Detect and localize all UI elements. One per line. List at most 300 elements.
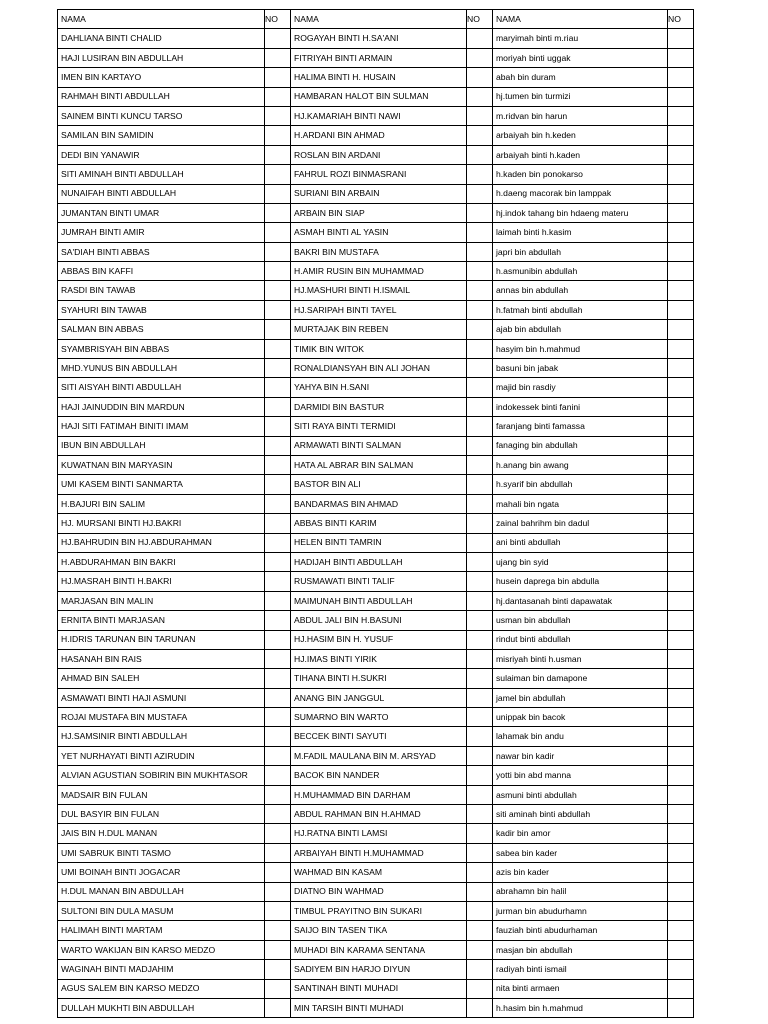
name-cell-col-3: h.hasim bin h.mahmud xyxy=(493,998,668,1017)
name-cell-col-1: KUWATNAN BIN MARYASIN xyxy=(58,455,265,474)
name-cell-col-2: ANANG BIN JANGGUL xyxy=(291,688,467,707)
name-cell-col-2: ARBAIN BIN SIAP xyxy=(291,203,467,222)
name-cell-col-2: FITRIYAH BINTI ARMAIN xyxy=(291,48,467,67)
name-cell-col-1: ALVIAN AGUSTIAN SOBIRIN BIN MUKHTASOR xyxy=(58,766,265,785)
number-cell-col-1 xyxy=(265,630,291,649)
name-cell-col-1: DUL BASYIR BIN FULAN xyxy=(58,805,265,824)
name-list-body xyxy=(58,10,694,1018)
name-cell-col-2: SURIANI BIN ARBAIN xyxy=(291,184,467,203)
table-row xyxy=(58,262,694,281)
number-cell-col-1 xyxy=(265,242,291,261)
name-cell-col-3: h.daeng macorak bin lamppak xyxy=(493,184,668,203)
number-cell-col-2 xyxy=(467,436,493,455)
name-cell-col-2: HELEN BINTI TAMRIN xyxy=(291,533,467,552)
name-cell-col-2: ROGAYAH BINTI H.SA'ANI xyxy=(291,29,467,48)
number-cell-col-2 xyxy=(467,475,493,494)
number-cell-col-2 xyxy=(467,882,493,901)
table-row xyxy=(58,475,694,494)
name-cell-col-2: ROSLAN BIN ARDANI xyxy=(291,145,467,164)
number-cell-col-2 xyxy=(467,242,493,261)
number-cell-col-1 xyxy=(265,281,291,300)
table-row xyxy=(58,223,694,242)
table-row xyxy=(58,998,694,1017)
number-cell-col-3 xyxy=(668,824,694,843)
name-cell-col-3: nawar bin kadir xyxy=(493,746,668,765)
table-row xyxy=(58,572,694,591)
table-row xyxy=(58,203,694,222)
number-cell-col-2 xyxy=(467,960,493,979)
number-cell-col-3 xyxy=(668,669,694,688)
table-row xyxy=(58,48,694,67)
name-cell-col-2: HADIJAH BINTI ABDULLAH xyxy=(291,552,467,571)
number-cell-col-1 xyxy=(265,494,291,513)
name-cell-col-1: UMI BOINAH BINTI JOGACAR xyxy=(58,863,265,882)
name-cell-col-1: SITI AISYAH BINTI ABDULLAH xyxy=(58,378,265,397)
name-cell-col-3: asmuni binti abdullah xyxy=(493,785,668,804)
number-cell-col-1 xyxy=(265,455,291,474)
table-row xyxy=(58,863,694,882)
name-cell-col-3: siti aminah binti abdullah xyxy=(493,805,668,824)
name-cell-col-2: ASMAH BINTI AL YASIN xyxy=(291,223,467,242)
name-cell-col-3: faranjang binti famassa xyxy=(493,417,668,436)
name-cell-col-1: HASANAH BIN RAIS xyxy=(58,649,265,668)
number-cell-col-1 xyxy=(265,843,291,862)
name-cell-col-3: arbaiyah bin h.keden xyxy=(493,126,668,145)
number-cell-col-3 xyxy=(668,630,694,649)
name-cell-col-3: ujang bin syid xyxy=(493,552,668,571)
name-cell-col-2: ABDUL JALI BIN H.BASUNI xyxy=(291,611,467,630)
number-cell-col-3 xyxy=(668,126,694,145)
number-cell-col-1 xyxy=(265,223,291,242)
name-cell-col-1: MHD.YUNUS BIN ABDULLAH xyxy=(58,359,265,378)
number-cell-col-3 xyxy=(668,901,694,920)
number-cell-col-2 xyxy=(467,805,493,824)
number-cell-col-3 xyxy=(668,242,694,261)
number-cell-col-3 xyxy=(668,688,694,707)
name-cell-col-2: BAKRI BIN MUSTAFA xyxy=(291,242,467,261)
number-cell-col-2 xyxy=(467,106,493,125)
table-row xyxy=(58,669,694,688)
number-cell-col-3 xyxy=(668,552,694,571)
name-cell-col-1: SULTONI BIN DULA MASUM xyxy=(58,901,265,920)
number-cell-col-1 xyxy=(265,863,291,882)
table-row xyxy=(58,805,694,824)
number-cell-col-1 xyxy=(265,29,291,48)
number-cell-col-3 xyxy=(668,979,694,998)
number-cell-col-2 xyxy=(467,746,493,765)
name-cell-col-1: SYAHURI BIN TAWAB xyxy=(58,300,265,319)
name-cell-col-3: masjan bin abdullah xyxy=(493,940,668,959)
name-cell-col-3: fauziah binti abudurhaman xyxy=(493,921,668,940)
name-cell-col-1: UMI SABRUK BINTI TASMO xyxy=(58,843,265,862)
table-row xyxy=(58,649,694,668)
number-cell-col-1 xyxy=(265,68,291,87)
name-cell-col-1: NUNAIFAH BINTI ABDULLAH xyxy=(58,184,265,203)
number-cell-col-2 xyxy=(467,165,493,184)
number-cell-col-3 xyxy=(668,417,694,436)
name-cell-col-3: m.ridvan bin harun xyxy=(493,106,668,125)
number-cell-col-3 xyxy=(668,29,694,48)
name-cell-col-2: HJ.KAMARIAH BINTI NAWI xyxy=(291,106,467,125)
number-cell-col-2 xyxy=(467,533,493,552)
name-cell-col-1: ROJAI MUSTAFA BIN MUSTAFA xyxy=(58,708,265,727)
number-cell-col-2 xyxy=(467,921,493,940)
number-cell-col-1 xyxy=(265,688,291,707)
number-cell-col-3 xyxy=(668,281,694,300)
name-list-table xyxy=(57,9,694,1018)
number-cell-col-3 xyxy=(668,998,694,1017)
table-row xyxy=(58,727,694,746)
number-cell-col-2 xyxy=(467,68,493,87)
number-cell-col-1 xyxy=(265,48,291,67)
name-cell-col-1: RASDI BIN TAWAB xyxy=(58,281,265,300)
name-cell-col-2: ABBAS BINTI KARIM xyxy=(291,514,467,533)
number-cell-col-1 xyxy=(265,727,291,746)
name-cell-col-3: azis bin kader xyxy=(493,863,668,882)
number-cell-col-2 xyxy=(467,572,493,591)
number-cell-col-2 xyxy=(467,29,493,48)
name-cell-col-1: H.IDRIS TARUNAN BIN TARUNAN xyxy=(58,630,265,649)
name-cell-col-1: H.DUL MANAN BIN ABDULLAH xyxy=(58,882,265,901)
number-cell-col-3 xyxy=(668,339,694,358)
table-row xyxy=(58,455,694,474)
number-cell-col-1 xyxy=(265,785,291,804)
number-cell-col-1 xyxy=(265,669,291,688)
number-cell-col-1 xyxy=(265,572,291,591)
table-row xyxy=(58,824,694,843)
number-cell-col-1 xyxy=(265,805,291,824)
name-cell-col-1: YET NURHAYATI BINTI AZIRUDIN xyxy=(58,746,265,765)
number-cell-col-2 xyxy=(467,339,493,358)
number-cell-col-3 xyxy=(668,455,694,474)
table-row xyxy=(58,960,694,979)
name-cell-col-3: rindut binti abdullah xyxy=(493,630,668,649)
number-cell-col-1 xyxy=(265,417,291,436)
name-cell-col-1: MADSAIR BIN FULAN xyxy=(58,785,265,804)
number-cell-col-1 xyxy=(265,824,291,843)
name-cell-col-1: HJ.BAHRUDIN BIN HJ.ABDURAHMAN xyxy=(58,533,265,552)
number-cell-col-2 xyxy=(467,262,493,281)
name-cell-col-3: zainal bahrihm bin dadul xyxy=(493,514,668,533)
number-cell-col-2 xyxy=(467,494,493,513)
table-row xyxy=(58,552,694,571)
name-cell-col-2: MIN TARSIH BINTI MUHADI xyxy=(291,998,467,1017)
number-cell-col-3 xyxy=(668,940,694,959)
number-cell-col-1 xyxy=(265,106,291,125)
name-cell-col-1: SAMILAN BIN SAMIDIN xyxy=(58,126,265,145)
name-cell-col-2: DARMIDI BIN BASTUR xyxy=(291,397,467,416)
table-row xyxy=(58,417,694,436)
table-row xyxy=(58,979,694,998)
number-cell-col-2 xyxy=(467,320,493,339)
table-row xyxy=(58,630,694,649)
name-cell-col-2: H.AMIR RUSIN BIN MUHAMMAD xyxy=(291,262,467,281)
name-cell-col-2: H.ARDANI BIN AHMAD xyxy=(291,126,467,145)
number-cell-col-1 xyxy=(265,126,291,145)
name-cell-col-3: misriyah binti h.usman xyxy=(493,649,668,668)
name-cell-col-1: WARTO WAKIJAN BIN KARSO MEDZO xyxy=(58,940,265,959)
number-cell-col-1 xyxy=(265,339,291,358)
number-cell-col-3 xyxy=(668,48,694,67)
number-cell-col-3 xyxy=(668,68,694,87)
number-cell-col-3 xyxy=(668,708,694,727)
table-row xyxy=(58,242,694,261)
name-cell-col-1: IMEN BIN KARTAYO xyxy=(58,68,265,87)
number-cell-col-3 xyxy=(668,533,694,552)
name-cell-col-2: HJ.SARIPAH BINTI TAYEL xyxy=(291,300,467,319)
number-cell-col-3 xyxy=(668,746,694,765)
header-row xyxy=(58,10,694,29)
number-cell-col-1 xyxy=(265,378,291,397)
number-cell-col-2 xyxy=(467,998,493,1017)
number-cell-col-2 xyxy=(467,397,493,416)
name-cell-col-1: SALMAN BIN ABBAS xyxy=(58,320,265,339)
header-cell-nama-1: NAMA xyxy=(58,10,265,29)
name-cell-col-2: HJ.HASIM BIN H. YUSUF xyxy=(291,630,467,649)
table-row xyxy=(58,494,694,513)
number-cell-col-3 xyxy=(668,320,694,339)
name-cell-col-3: majid bin rasdiy xyxy=(493,378,668,397)
header-cell-no-3: NO xyxy=(668,10,694,29)
number-cell-col-2 xyxy=(467,145,493,164)
table-row xyxy=(58,29,694,48)
number-cell-col-3 xyxy=(668,475,694,494)
number-cell-col-3 xyxy=(668,785,694,804)
number-cell-col-3 xyxy=(668,591,694,610)
number-cell-col-3 xyxy=(668,145,694,164)
number-cell-col-2 xyxy=(467,785,493,804)
name-cell-col-1: HJ.SAMSINIR BINTI ABDULLAH xyxy=(58,727,265,746)
number-cell-col-1 xyxy=(265,165,291,184)
table-row xyxy=(58,882,694,901)
name-cell-col-1: JUMANTAN BINTI UMAR xyxy=(58,203,265,222)
name-cell-col-2: HAMBARAN HALOT BIN SULMAN xyxy=(291,87,467,106)
name-cell-col-3: hj.tumen bin turmizi xyxy=(493,87,668,106)
name-cell-col-2: MURTAJAK BIN REBEN xyxy=(291,320,467,339)
number-cell-col-2 xyxy=(467,378,493,397)
name-cell-col-3: jamel bin abdullah xyxy=(493,688,668,707)
number-cell-col-1 xyxy=(265,203,291,222)
name-cell-col-2: ARBAIYAH BINTI H.MUHAMMAD xyxy=(291,843,467,862)
table-row xyxy=(58,281,694,300)
name-cell-col-2: SADIYEM BIN HARJO DIYUN xyxy=(291,960,467,979)
number-cell-col-2 xyxy=(467,863,493,882)
number-cell-col-3 xyxy=(668,960,694,979)
number-cell-col-2 xyxy=(467,184,493,203)
name-cell-col-3: h.kaden bin ponokarso xyxy=(493,165,668,184)
name-cell-col-2: BANDARMAS BIN AHMAD xyxy=(291,494,467,513)
name-cell-col-2: ABDUL RAHMAN BIN H.AHMAD xyxy=(291,805,467,824)
name-cell-col-2: ARMAWATI BINTI SALMAN xyxy=(291,436,467,455)
number-cell-col-2 xyxy=(467,126,493,145)
name-cell-col-3: h.syarif bin abdullah xyxy=(493,475,668,494)
name-cell-col-3: sulaiman bin damapone xyxy=(493,669,668,688)
number-cell-col-3 xyxy=(668,727,694,746)
number-cell-col-2 xyxy=(467,87,493,106)
table-row xyxy=(58,688,694,707)
number-cell-col-1 xyxy=(265,359,291,378)
name-cell-col-1: WAGINAH BINTI MADJAHIM xyxy=(58,960,265,979)
number-cell-col-3 xyxy=(668,378,694,397)
table-row xyxy=(58,591,694,610)
number-cell-col-1 xyxy=(265,882,291,901)
number-cell-col-1 xyxy=(265,87,291,106)
number-cell-col-1 xyxy=(265,262,291,281)
name-cell-col-3: ajab bin abdullah xyxy=(493,320,668,339)
number-cell-col-1 xyxy=(265,921,291,940)
name-cell-col-3: h.anang bin awang xyxy=(493,455,668,474)
number-cell-col-1 xyxy=(265,649,291,668)
name-cell-col-1: JAIS BIN H.DUL MANAN xyxy=(58,824,265,843)
name-cell-col-3: radiyah binti ismail xyxy=(493,960,668,979)
header-cell-no-1: NO xyxy=(265,10,291,29)
name-cell-col-3: unippak bin bacok xyxy=(493,708,668,727)
table-row xyxy=(58,533,694,552)
name-cell-col-2: SITI RAYA BINTI TERMIDI xyxy=(291,417,467,436)
table-row xyxy=(58,165,694,184)
number-cell-col-3 xyxy=(668,572,694,591)
name-cell-col-3: ani binti abdullah xyxy=(493,533,668,552)
name-cell-col-3: basuni bin jabak xyxy=(493,359,668,378)
table-row xyxy=(58,184,694,203)
name-cell-col-3: indokessek binti fanini xyxy=(493,397,668,416)
name-cell-col-2: H.MUHAMMAD BIN DARHAM xyxy=(291,785,467,804)
table-row xyxy=(58,320,694,339)
number-cell-col-1 xyxy=(265,998,291,1017)
name-cell-col-2: TIHANA BINTI H.SUKRI xyxy=(291,669,467,688)
number-cell-col-3 xyxy=(668,223,694,242)
number-cell-col-2 xyxy=(467,455,493,474)
number-cell-col-2 xyxy=(467,417,493,436)
number-cell-col-3 xyxy=(668,494,694,513)
number-cell-col-1 xyxy=(265,901,291,920)
name-cell-col-2: BASTOR BIN ALI xyxy=(291,475,467,494)
number-cell-col-3 xyxy=(668,203,694,222)
name-cell-col-2: BACOK BIN NANDER xyxy=(291,766,467,785)
name-cell-col-3: lahamak bin andu xyxy=(493,727,668,746)
name-cell-col-3: mahali bin ngata xyxy=(493,494,668,513)
name-cell-col-1: SITI AMINAH BINTI ABDULLAH xyxy=(58,165,265,184)
number-cell-col-1 xyxy=(265,591,291,610)
number-cell-col-2 xyxy=(467,766,493,785)
number-cell-col-2 xyxy=(467,203,493,222)
number-cell-col-1 xyxy=(265,397,291,416)
name-cell-col-1: ASMAWATI BINTI HAJI ASMUNI xyxy=(58,688,265,707)
table-row xyxy=(58,843,694,862)
number-cell-col-2 xyxy=(467,979,493,998)
table-row xyxy=(58,300,694,319)
header-cell-nama-3: NAMA xyxy=(493,10,668,29)
name-cell-col-1: HJ. MURSANI BINTI HJ.BAKRI xyxy=(58,514,265,533)
number-cell-col-2 xyxy=(467,611,493,630)
name-cell-col-2: HJ.MASHURI BINTI H.ISMAIL xyxy=(291,281,467,300)
number-cell-col-3 xyxy=(668,611,694,630)
name-cell-col-2: SUMARNO BIN WARTO xyxy=(291,708,467,727)
number-cell-col-3 xyxy=(668,649,694,668)
number-cell-col-1 xyxy=(265,514,291,533)
name-cell-col-1: H.BAJURI BIN SALIM xyxy=(58,494,265,513)
number-cell-col-3 xyxy=(668,863,694,882)
name-cell-col-1: ERNITA BINTI MARJASAN xyxy=(58,611,265,630)
name-cell-col-3: sabea bin kader xyxy=(493,843,668,862)
name-cell-col-1: JUMRAH BINTI AMIR xyxy=(58,223,265,242)
number-cell-col-3 xyxy=(668,262,694,281)
number-cell-col-2 xyxy=(467,359,493,378)
number-cell-col-1 xyxy=(265,708,291,727)
table-row xyxy=(58,397,694,416)
table-row xyxy=(58,708,694,727)
number-cell-col-2 xyxy=(467,630,493,649)
number-cell-col-1 xyxy=(265,475,291,494)
name-cell-col-1: SAINEM BINTI KUNCU TARSO xyxy=(58,106,265,125)
number-cell-col-1 xyxy=(265,300,291,319)
name-cell-col-3: hasyim bin h.mahmud xyxy=(493,339,668,358)
name-cell-col-2: SANTINAH BINTI MUHADI xyxy=(291,979,467,998)
table-row xyxy=(58,514,694,533)
name-cell-col-2: HJ.IMAS BINTI YIRIK xyxy=(291,649,467,668)
table-row xyxy=(58,378,694,397)
number-cell-col-2 xyxy=(467,669,493,688)
number-cell-col-1 xyxy=(265,533,291,552)
name-cell-col-2: HATA AL ABRAR BIN SALMAN xyxy=(291,455,467,474)
number-cell-col-3 xyxy=(668,882,694,901)
number-cell-col-2 xyxy=(467,223,493,242)
number-cell-col-3 xyxy=(668,106,694,125)
number-cell-col-1 xyxy=(265,960,291,979)
number-cell-col-3 xyxy=(668,359,694,378)
name-cell-col-3: laimah binti h.kasim xyxy=(493,223,668,242)
name-cell-col-1: SYAMBRISYAH BIN ABBAS xyxy=(58,339,265,358)
number-cell-col-2 xyxy=(467,514,493,533)
name-cell-col-1: DULLAH MUKHTI BIN ABDULLAH xyxy=(58,998,265,1017)
number-cell-col-2 xyxy=(467,824,493,843)
name-cell-col-3: abrahamn bin halil xyxy=(493,882,668,901)
table-row xyxy=(58,785,694,804)
name-cell-col-2: WAHMAD BIN KASAM xyxy=(291,863,467,882)
name-cell-col-3: kadir bin amor xyxy=(493,824,668,843)
table-row xyxy=(58,359,694,378)
header-cell-no-2: NO xyxy=(467,10,493,29)
number-cell-col-2 xyxy=(467,727,493,746)
name-cell-col-3: h.fatmah binti abdullah xyxy=(493,300,668,319)
number-cell-col-2 xyxy=(467,901,493,920)
table-row xyxy=(58,746,694,765)
name-cell-col-1: IBUN BIN ABDULLAH xyxy=(58,436,265,455)
number-cell-col-3 xyxy=(668,514,694,533)
table-row xyxy=(58,940,694,959)
number-cell-col-3 xyxy=(668,397,694,416)
name-cell-col-1: UMI KASEM BINTI SANMARTA xyxy=(58,475,265,494)
name-cell-col-3: husein daprega bin abdulla xyxy=(493,572,668,591)
header-cell-nama-2: NAMA xyxy=(291,10,467,29)
name-cell-col-3: fanaging bin abdullah xyxy=(493,436,668,455)
table-row xyxy=(58,921,694,940)
number-cell-col-3 xyxy=(668,87,694,106)
name-cell-col-1: HAJI SITI FATIMAH BINITI IMAM xyxy=(58,417,265,436)
name-cell-col-1: MARJASAN BIN MALIN xyxy=(58,591,265,610)
name-cell-col-2: SAIJO BIN TASEN TIKA xyxy=(291,921,467,940)
name-cell-col-3: usman bin abdullah xyxy=(493,611,668,630)
name-cell-col-2: HJ.RATNA BINTI LAMSI xyxy=(291,824,467,843)
number-cell-col-2 xyxy=(467,940,493,959)
name-cell-col-1: DAHLIANA BINTI CHALID xyxy=(58,29,265,48)
name-cell-col-2: RUSMAWATI BINTI TALIF xyxy=(291,572,467,591)
number-cell-col-2 xyxy=(467,552,493,571)
table-row xyxy=(58,339,694,358)
number-cell-col-1 xyxy=(265,611,291,630)
name-cell-col-3: jurman bin abudurhamn xyxy=(493,901,668,920)
name-cell-col-2: TIMIK BIN WITOK xyxy=(291,339,467,358)
